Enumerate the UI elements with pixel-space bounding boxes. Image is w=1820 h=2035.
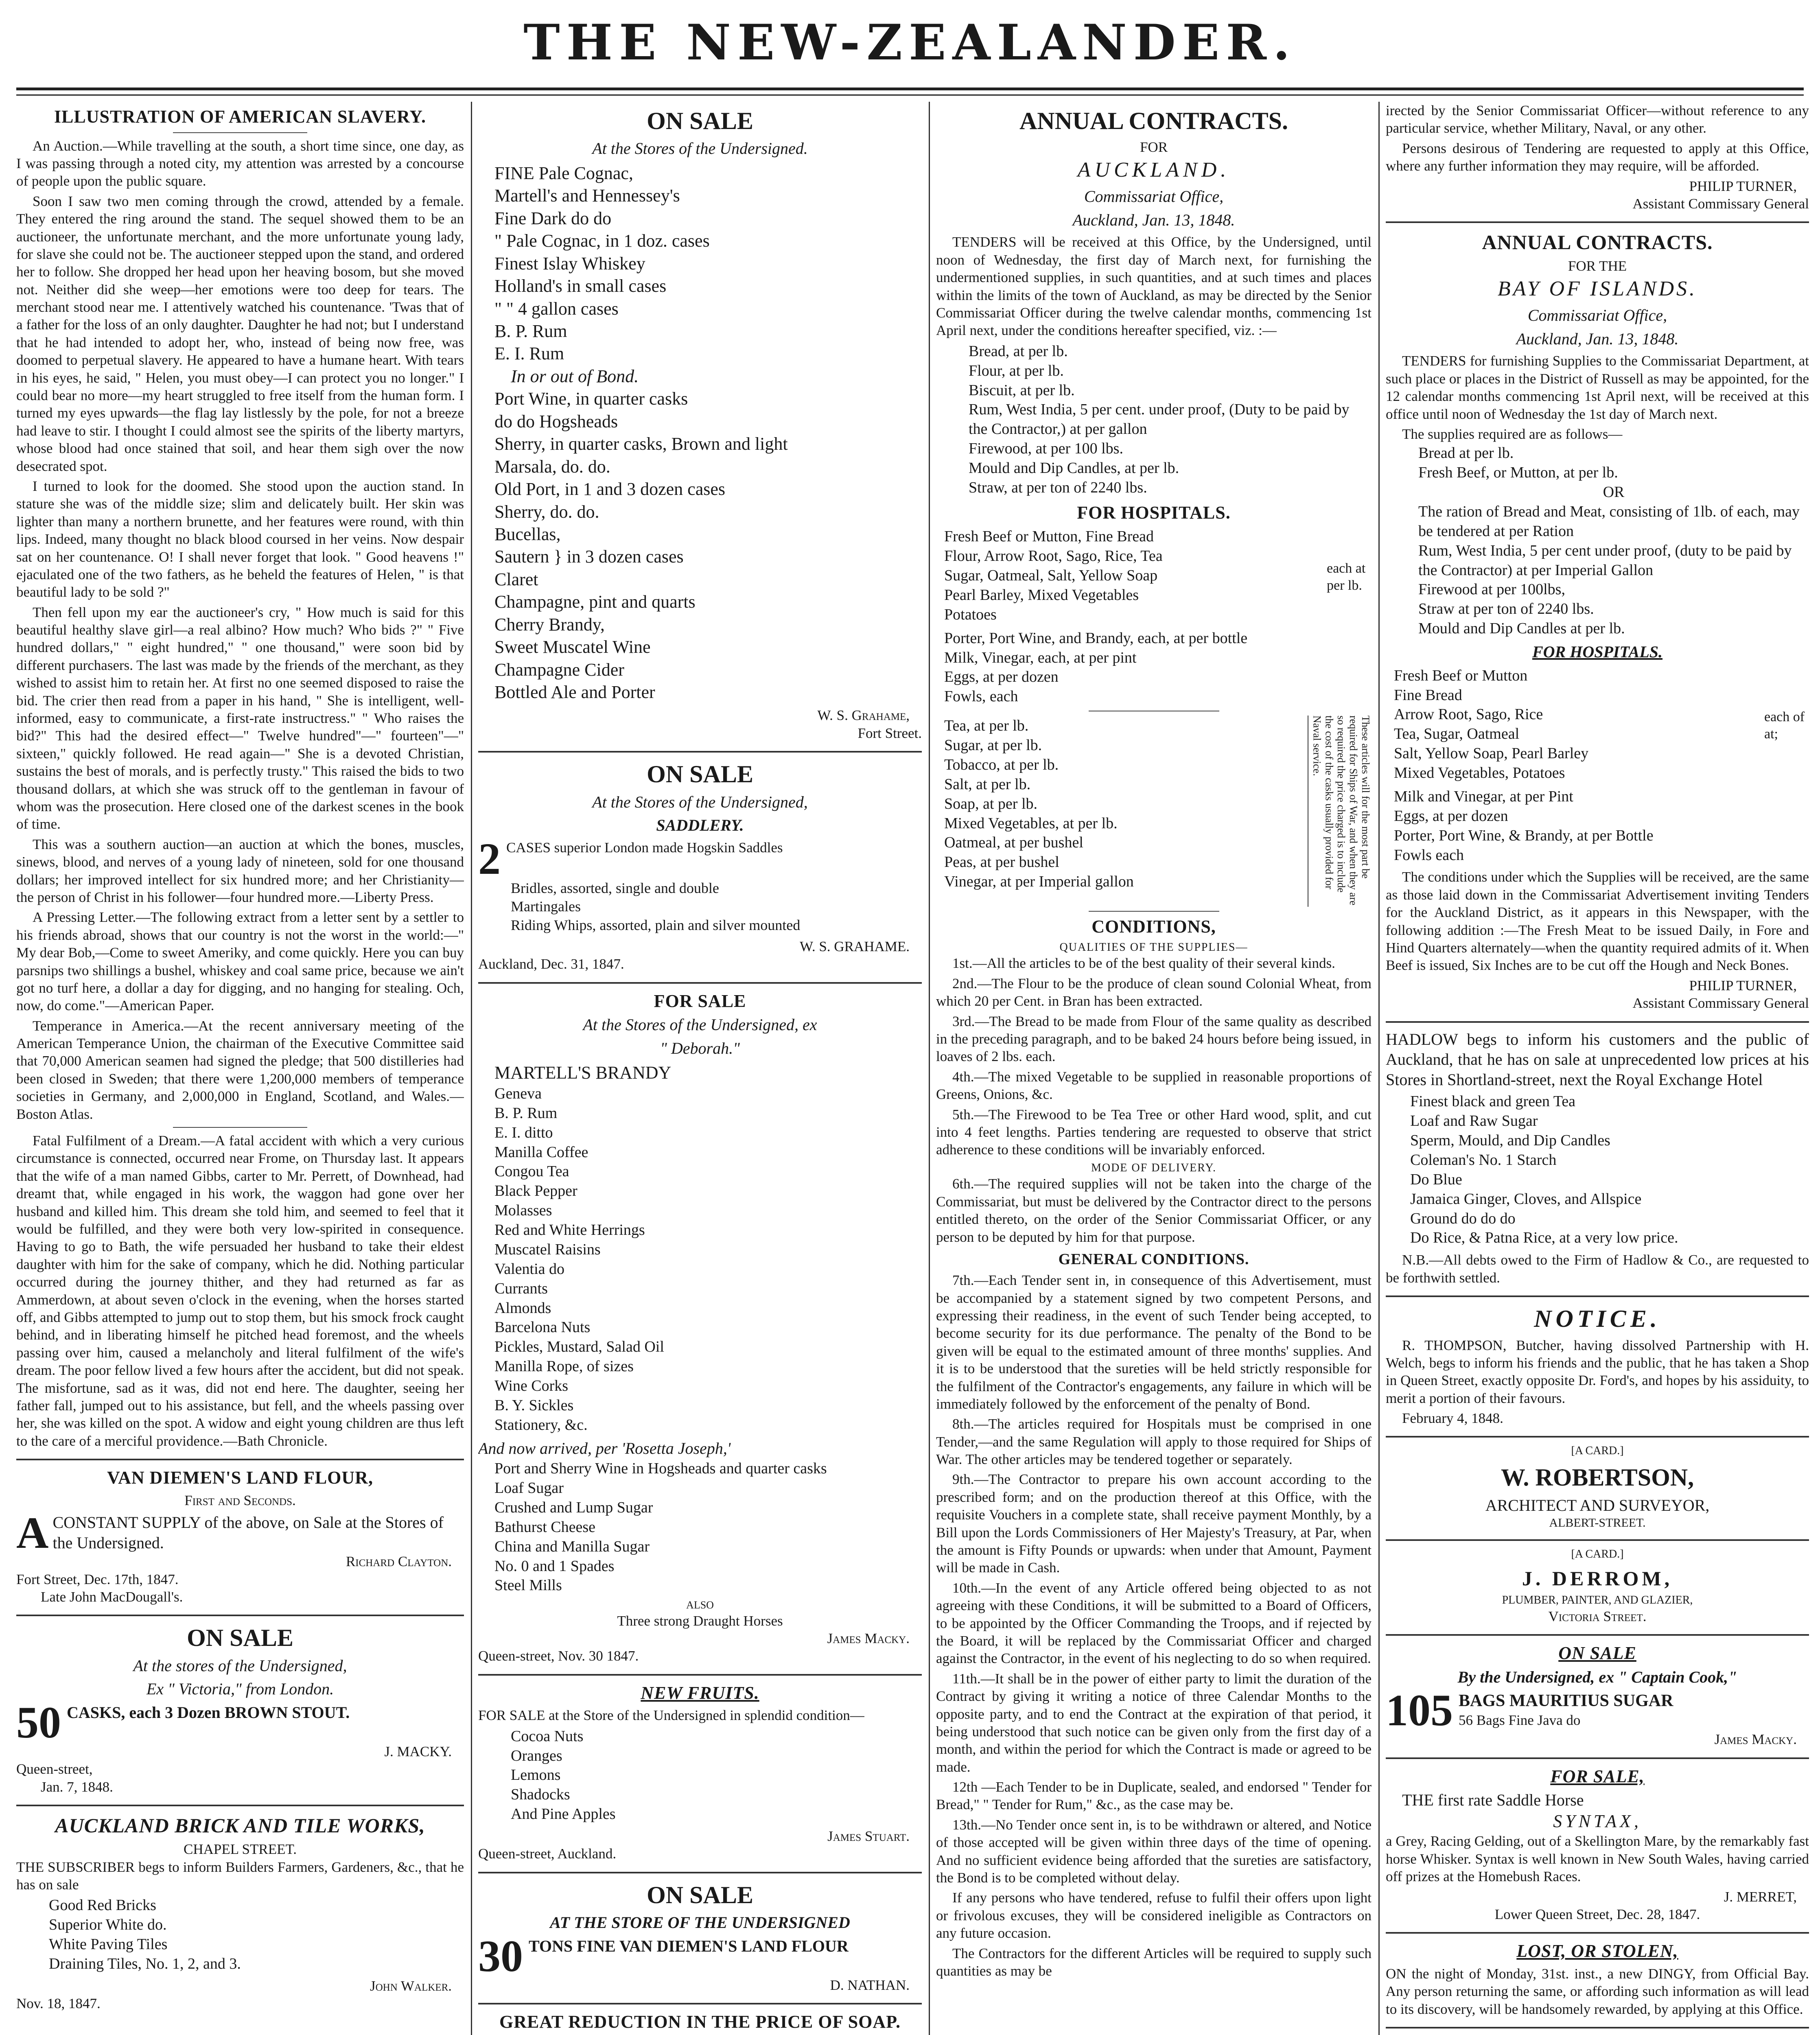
ad-place: Queen-street, Nov. 30 1847. — [478, 1648, 639, 1664]
list-item: Flour, at per lb. — [969, 362, 1064, 379]
ad-place: BAY OF ISLANDS. — [1497, 277, 1698, 300]
deborah-list — [494, 1061, 922, 1435]
paragraph: Soon I saw two men coming through the crowd, attended by a female. They entered the ring around the stand. The sequel showed them to be an auctioneer, the unfortunate merchant, and the more unfortunate young lady, for slave she could not be. The auctioneer stepped upon the stand, and ordered her to follow. She dropped her head upon her heaving bosom, but she moved not. Neither did she weep—her emotions were too deep for tears. The merchant stood near me. I attentively watched his countenance. 'Twas that of a father for the loss of an only daughter. Daughter he had not; but I understand that he had intended to adopt her, who, instead of being now free, was doomed to perpetual slavery. He appeared to have a humane heart. With tears in his eyes, he said, " Helen, you must obey—I can protect you no longer." I could bear no more—my heart struggled to free itself from the human form. I turned my eyes upwards—the flag lay listlessly by the pole, for not a breeze had leave to stir. I thought I could almost see the spirits of the liberty martyrs, whose blood had once stained that soil, and hear them sigh over the now desecrated spot. — [16, 193, 464, 474]
list-item: Coleman's No. 1 Starch — [1410, 1151, 1557, 1168]
ad-subtitle: Ex " Victoria," from London. — [146, 1680, 334, 1698]
brace-note: each of at; — [1764, 709, 1805, 742]
ad-body: 2 CASES superior London made Hogskin Saddles — [478, 834, 783, 884]
masthead-rule-thin — [16, 94, 1804, 96]
list-item: Sperm, Mould, and Dip Candles — [1410, 1132, 1610, 1149]
list-item: Barcelona Nuts — [494, 1319, 591, 1336]
condition: 11th.—It shall be in the power of either party to limit the duration of the Contract by giving it writing a notice of three Calendar Months to the opposite party, and to end the Contract at the expiration of that period, it being understood that such notice can be given only from the first day of a month, and within the period for which the Contract is made or agreed to be made. — [936, 1670, 1372, 1775]
list-item: Almonds — [494, 1299, 551, 1317]
condition: 12th —Each Tender to be in Duplicate, sealed, and endorsed " Tender for Bread," " Tender for Rum," &c., as the case may be. — [936, 1779, 1372, 1813]
card-name: J. DERROM, — [1522, 1567, 1673, 1590]
condition: 6th.—The required supplies will not be taken into the charge of the Commissariat, but must be delivered by the Contractor direct to the persons entitled thereto, on the order of the Senior Commissariat Officer, or any person to be deputed by him for that purpose. — [936, 1176, 1372, 1245]
paragraph: TENDERS for furnishing Supplies to the Commissariat Department, at such place or places in the District of Russell as may be appointed, for the 12 calendar months commencing 1st April next, will be received at this office until noon of Wednesday the 1st day of March next. — [1386, 353, 1809, 422]
ad-signature: D. NATHAN. — [830, 1977, 910, 1993]
list-item: Porter, Port Wine, and Brandy, each, at per bottle — [944, 629, 1248, 647]
divider — [478, 1872, 922, 1873]
ad-title: ON SALE — [187, 1624, 293, 1652]
paragraph: N.B.—All debts owed to the Firm of Hadlow & Co., are requested to be forthwith settled. — [1386, 1252, 1809, 1286]
divider — [1386, 1539, 1809, 1541]
list-item: Straw, at per ton of 2240 lbs. — [969, 479, 1147, 496]
hospital-list — [944, 527, 1323, 624]
list-item: In or out of Bond. — [511, 366, 639, 386]
list-item: " Pale Cognac, in 1 doz. cases — [494, 231, 710, 251]
ad-also: ALSO — [686, 1599, 714, 1611]
paragraph: An Auction.—While travelling at the south, a short time since, one day, as I was passing through a noted city, my attention was arrested by a concourse of people upon the public square. — [16, 138, 464, 189]
column-divider — [471, 102, 472, 2035]
list-item: China and Manilla Sugar — [494, 1538, 650, 1555]
saddlery-list — [511, 879, 922, 934]
list-item: Marsala, do. do. — [494, 456, 610, 477]
list-item: Bread, at per lb. — [969, 342, 1068, 360]
list-item: MARTELL'S BRANDY — [494, 1063, 672, 1083]
list-item: Crushed and Lump Sugar — [494, 1499, 653, 1516]
hospital-block — [936, 526, 1372, 628]
ad-date: Auckland, Jan. 13, 1848. — [1072, 210, 1235, 229]
list-item: Pearl Barley, Mixed Vegetables — [944, 586, 1139, 604]
ad-title: FOR SALE, — [1550, 1766, 1645, 1786]
ad-office: Commissariat Office, — [1084, 187, 1224, 206]
list-item: do do Hogsheads — [494, 411, 618, 431]
divider — [1386, 1295, 1809, 1297]
ad-subtitle: At the Stores of the Undersigned, ex — [583, 1015, 817, 1034]
ad-subtitle: CHAPEL STREET. — [183, 1841, 297, 1858]
paragraph: Temperance in America.—At the recent anniversary meeting of the American Temperance Union, the chairman of the Executive Committee said that 70,000 American seamen had signed the pledge; that 500 distilleries had been closed in Sweden; that there were 1,200,000 members of temperance societies in Germany, and 2,000,000 in England, Scotland, and Wales.—Boston Atlas. — [16, 1017, 464, 1122]
ad-signature: W. S. Grahame, — [817, 707, 910, 724]
ad-title: GREAT REDUCTION IN THE PRICE OF SOAP. — [499, 2012, 901, 2032]
list-item: B. Y. Sickles — [494, 1396, 574, 1414]
ad-office: Commissariat Office, — [1527, 306, 1667, 325]
card-name: W. ROBERTSON, — [1501, 1464, 1694, 1491]
list-item: Tea, Sugar, Oatmeal — [1394, 725, 1520, 743]
bay-hospital-list — [1394, 666, 1760, 783]
paragraph: I turned to look for the doomed. She stood upon the auction stand. In stature she was of the middle size; slim and delicately built. Her skin was lighter than many a northern brunette, and her features were round, with thin lips. Indeed, many thought no black blood coursed in her veins. Now despair sat on her countenance. O! I shall never forget that look. " Good heavens !" ejaculated one of the two fathers, as he beheld the features of Helen, " is that beautiful lady to be sold ?" — [16, 478, 464, 600]
list-item: Bottled Ale and Porter — [494, 682, 655, 702]
list-item: Sweet Muscatel Wine — [494, 637, 651, 657]
ad-signature: PHILIP TURNER, — [1689, 977, 1797, 993]
column-3 — [936, 102, 1372, 2035]
condition: 13th.—No Tender once sent in, is to be withdrawn or altered, and Notice of those accepted will be given within three days of the time of opening. And no sufficient evidence being afforded that the sureties are satisfactory, the Bond is to be completed without delay. — [936, 1816, 1372, 1886]
condition: 8th.—The articles required for Hospitals must be comprised in one Tender,—and the same Regulation will apply to those required for Ships of War. The other articles may be tendered together or separately. — [936, 1416, 1372, 1468]
list-item: Old Port, in 1 and 3 dozen cases — [494, 479, 725, 499]
list-item: Rum, West India, 5 per cent under proof, (duty to be paid by the Contractor) at per Imperial Gallon — [1418, 542, 1792, 579]
list-item: Firewood, at per 100 lbs. — [969, 440, 1123, 457]
brick-list — [49, 1896, 464, 1974]
list-item: B. P. Rum — [494, 321, 567, 341]
list-item: Firewood at per 100lbs, — [1418, 581, 1565, 598]
list-item: Sautern } in 3 dozen cases — [494, 547, 684, 567]
list-item: " " 4 gallon cases — [494, 298, 619, 319]
list-item: Manilla Coffee — [494, 1143, 588, 1161]
list-item: Champagne Cider — [494, 659, 624, 680]
ad-req: The supplies required are as follows— — [1402, 426, 1623, 442]
list-item: Peas, at per bushel — [944, 853, 1059, 871]
list-item: Mixed Vegetables, Potatoes — [1394, 764, 1565, 782]
list-item: Potatoes — [944, 606, 997, 623]
list-item: Riding Whips, assorted, plain and silver mounted — [511, 917, 801, 933]
card-street: ALBERT-STREET. — [1549, 1516, 1646, 1530]
list-item: Molasses — [494, 1202, 552, 1219]
list-item: Bathurst Cheese — [494, 1518, 596, 1536]
list-item: Mixed Vegetables, at per lb. — [944, 814, 1118, 832]
card-street: Victoria Street. — [1548, 1608, 1647, 1624]
condition: 4th.—The mixed Vegetable to be supplied in reasonable proportions of Greens, Onions, &c. — [936, 1068, 1372, 1103]
list-item: E. I. Rum — [494, 344, 564, 364]
ad-place: Lower Queen Street, Dec. 28, 1847. — [1494, 1906, 1700, 1922]
ad-title: ON SALE — [647, 107, 753, 134]
list-item: Tea, at per lb. — [944, 717, 1029, 735]
divider — [1386, 1436, 1809, 1438]
list-item: Black Pepper — [494, 1182, 578, 1200]
list-item: Port and Sherry Wine in Hogsheads and quarter casks — [494, 1460, 827, 1477]
ad-body: 30 TONS FINE VAN DIEMEN'S LAND FLOUR — [478, 1931, 849, 1981]
list-item: Salt, Yellow Soap, Pearl Barley — [1394, 745, 1589, 762]
ad-title: ANNUAL CONTRACTS. — [1019, 107, 1288, 134]
section-title: CONDITIONS, — [1092, 917, 1216, 937]
ad-title: ANNUAL CONTRACTS. — [1482, 231, 1713, 254]
list-item: Fine Bread — [1394, 686, 1462, 704]
list-item: Muscatel Raisins — [494, 1241, 601, 1258]
list-item: Fresh Beef or Mutton — [1394, 667, 1528, 684]
bay-supplies-list — [1418, 444, 1809, 639]
paragraph: Then fell upon my ear the auctioneer's cry, " How much is said for this beautiful healthy slave girl—a real albino? How much? Who bids ?" " Five hundred dollars," " eight hundred," " one thousand," were soon bid by different purchasers. The last was made by the friends of the merchant, as they wished to assist him to retain her. At first no one seemed disposed to raise the bid. The crier then read from a paper in his hand, " She is intelligent, well-informed, easy to communicate, a first-rate instructress." " Who raises the bid?" This had the desired effect—" Twelve hundred"—" fourteen"—" sixteen," quickly followed. He read again—" She is a devoted Christian, sustains the best of morals, and is perfectly trusty." This raised the bids to two thousand dollars, at which she was struck off to the gentleman in favour of whom was the prosecution. Here closed one of the darkest scenes in the book of time. — [16, 604, 464, 832]
list-item: Tobacco, at per lb. — [944, 756, 1059, 773]
ad-signature: John Walker. — [370, 1978, 452, 1994]
divider — [478, 982, 922, 984]
hadlow-list — [1410, 1092, 1809, 1248]
condition: 5th.—The Firewood to be Tea Tree or other Hard wood, split, and cut into 4 feet lengths. Parties tendering are requested to observe that strict adherence to these conditions will be invariably enforced. — [936, 1106, 1372, 1158]
ad-subtitle: First and Seconds. — [184, 1492, 296, 1508]
divider — [1386, 1021, 1809, 1023]
supplies-list — [969, 342, 1372, 498]
list-item: Rum, West India, 5 per cent. under proof, (Duty to be paid by the Contractor,) at per gallon — [969, 401, 1350, 438]
section-title: FOR HOSPITALS. — [1532, 643, 1663, 661]
ad-date: Jan. 7, 1848. — [41, 1779, 113, 1795]
paragraph: This was a southern auction—an auction at which the bones, muscles, sinews, blood, and nerves of a young lady of nineteen, sold for one thousand dollars; her improved intellect for six hundred more; and her Christianity—the person of Christ in his follower—four hundred more.—Liberty Press. — [16, 836, 464, 905]
ad-body: A CONSTANT SUPPLY of the above, on Sale at the Stores of the Undersigned. — [16, 1508, 444, 1558]
list-item: Martell's and Hennessey's — [494, 186, 680, 206]
list-item: Congou Tea — [494, 1163, 569, 1180]
list-item: Bucellas, — [494, 524, 561, 544]
condition: 2nd.—The Flour to be the produce of clean sound Colonial Wheat, from which 20 per Cent. in Bran has been extracted. — [936, 975, 1372, 1009]
ad-body: THE SUBSCRIBER begs to inform Builders Farmers, Gardeners, &c., that he has on sale — [16, 1859, 464, 1893]
brace-note: each at per lb. — [1327, 560, 1366, 593]
ad-place: Fort Street. — [858, 725, 922, 741]
paragraph: ON the night of Monday, 31st. inst., a new DINGY, from Official Bay. Any person returning the same, or affording such information as will lead to its discovery, will be handsomely rewarded, by applying at this Office. — [1386, 1965, 1809, 2017]
ad-place: AUCKLAND. — [1077, 158, 1230, 182]
list-item: Salt, at per lb. — [944, 775, 1031, 793]
naval-block — [936, 716, 1372, 907]
list-item: Flour, Arrow Root, Sago, Rice, Tea — [944, 547, 1163, 565]
list-item: Mould and Dip Candles at per lb. — [1418, 620, 1625, 637]
list-item: Bridles, assorted, single and double — [511, 880, 719, 896]
condition: 1st.—All the articles to be of the best quality of their several kinds. — [952, 955, 1335, 972]
divider — [173, 132, 307, 133]
list-item: B. P. Rum — [494, 1104, 558, 1122]
ad-signature: J. MACKY. — [384, 1743, 452, 1759]
list-item: E. I. ditto — [494, 1124, 553, 1141]
ad-for: FOR THE — [1568, 258, 1627, 274]
ad-subtitle: At the Stores of the Undersigned. — [592, 139, 808, 158]
paragraph: R. THOMPSON, Butcher, having dissolved Partnership with H. Welch, begs to inform his friends and the public, that he has taken a Shop in Queen Street, exactly opposite Dr. Ford's, and hopes by his assiduity, to merit a portion of their favours. — [1386, 1337, 1809, 1406]
list-item: The ration of Bread and Meat, consisting of 1lb. of each, may be tendered at per Ration — [1418, 503, 1800, 540]
rosetta-list — [494, 1459, 922, 1595]
divider — [1386, 1634, 1809, 1636]
ad-date: Auckland, Dec. 31, 1847. — [478, 956, 624, 972]
list-item: Pickles, Mustard, Salad Oil — [494, 1338, 664, 1356]
ad-signature: James Macky. — [827, 1630, 910, 1646]
divider — [478, 751, 922, 753]
list-item: Shadocks — [511, 1786, 570, 1803]
divider — [478, 1674, 922, 1676]
list-item: Oranges — [511, 1747, 562, 1764]
divider — [16, 1459, 464, 1460]
list-item: Draining Tiles, No. 1, 2, and 3. — [49, 1955, 241, 1972]
section-subtitle: QUALITIES OF THE SUPPLIES— — [1059, 941, 1248, 954]
ad-subtitle: By the Undersigned, ex " Captain Cook," — [1457, 1667, 1737, 1686]
list-item: Finest Islay Whiskey — [494, 253, 645, 274]
list-item: Holland's in small cases — [494, 276, 667, 296]
ad-signature: Richard Clayton. — [346, 1554, 452, 1570]
list-item: Oatmeal, at per bushel — [944, 834, 1083, 851]
divider — [1386, 1932, 1809, 1934]
list-item: Cocoa Nuts — [511, 1727, 584, 1745]
card-role: PLUMBER, PAINTER, AND GLAZIER, — [1502, 1594, 1693, 1607]
list-item: Vinegar, at per Imperial gallon — [944, 873, 1134, 891]
list-item: Mould and Dip Candles, at per lb. — [969, 460, 1179, 477]
condition: 9th.—The Contractor to prepare his own account according to the prescribed form; and on the production thereof at this Office, with the requisite Vouchers in a complete state, shall receive payment Monthly, by a Bill upon the Lords Commissioners of Her Majesty's Treasury, at Par, when the amount is Fifty Pounds or upwards: when under that Amount, Payment will be made in Cash. — [936, 1471, 1372, 1576]
ad-role: Assistant Commissary General — [1632, 195, 1809, 212]
list-item: Lemons — [511, 1766, 561, 1784]
spirits-list — [494, 162, 922, 704]
list-item: Fresh Beef, or Mutton, at per lb. — [1418, 464, 1618, 481]
list-item: Valentia do — [494, 1260, 565, 1278]
card-role: ARCHITECT AND SURVEYOR, — [1485, 1496, 1710, 1514]
column-4 — [1386, 102, 1809, 2035]
ad-date: Nov. 18, 1847. — [16, 1996, 101, 2012]
list-item: No. 0 and 1 Spades — [494, 1557, 615, 1575]
ad-arrived: And now arrived, per 'Rosetta Joseph,' — [478, 1439, 731, 1457]
divider — [16, 1615, 464, 1616]
list-item: Red and White Herrings — [494, 1221, 645, 1239]
list-item: Milk and Vinegar, at per Pint — [1394, 788, 1573, 805]
ad-place: Fort Street, Dec. 17th, 1847. — [16, 1571, 179, 1587]
divider — [173, 1127, 307, 1128]
list-item: Good Red Bricks — [49, 1897, 156, 1914]
ad-subtitle: At the stores of the Undersigned, — [133, 1656, 347, 1675]
list-item: Fowls, each — [944, 688, 1018, 705]
list-item: OR — [1603, 484, 1625, 501]
hospital-list-2 — [944, 629, 1372, 707]
ad-subtitle: " Deborah." — [660, 1039, 740, 1057]
list-item: Fresh Beef or Mutton, Fine Bread — [944, 528, 1154, 545]
condition: 10th.—In the event of any Article offered being objected to as not agreeing with these Conditions, it will be submitted to a Board of Officers, to be appointed by the Officer Commanding the Troops, and if rejected by the Board, it will be replaced by the Commissariat Officer and charged against the Contractor, in the event of his neglecting to do so when required. — [936, 1580, 1372, 1667]
list-item: Sugar, at per lb. — [944, 737, 1042, 754]
ad-number: 50 — [16, 1697, 61, 1747]
list-item: Porter, Port Wine, & Brandy, at per Bottle — [1394, 827, 1654, 844]
ad-title: NOTICE. — [1534, 1305, 1661, 1333]
ad-signature: W. S. GRAHAME. — [800, 938, 910, 954]
list-item: Finest black and green Tea — [1410, 1093, 1576, 1110]
section-subtitle: MODE OF DELIVERY. — [1091, 1161, 1217, 1174]
list-item: Cherry Brandy, — [494, 614, 605, 635]
masthead: THE NEW-ZEALANDER. — [523, 14, 1297, 71]
list-item: Fine Dark do do — [494, 208, 612, 228]
list-item: Currants — [494, 1280, 548, 1297]
dropcap: A — [16, 1508, 49, 1558]
masthead-rule — [16, 88, 1804, 90]
list-item: Soap, at per lb. — [944, 795, 1038, 812]
list-item: And Pine Apples — [511, 1805, 616, 1823]
ad-place: Queen-street, — [16, 1761, 93, 1777]
list-item: Jamaica Ginger, Cloves, and Allspice — [1410, 1190, 1642, 1208]
list-item: Stationery, &c. — [494, 1416, 588, 1433]
ad-place: Queen-street, Auckland. — [478, 1846, 617, 1862]
column-divider — [929, 102, 930, 2035]
condition: 3rd.—The Bread to be made from Flour of the same quality as described in the preceding paragraph, and to be baked 24 hours before being issued, in loaves of 2 lbs. each. — [936, 1013, 1372, 1065]
divider — [1089, 911, 1219, 912]
ad-date: February 4, 1848. — [1402, 1410, 1503, 1427]
bay-hospital-block — [1386, 665, 1809, 786]
paragraph: Fatal Fulfilment of a Dream.—A fatal accident with which a very curious circumstance is connected, occurred near Frome, on Thursday last. It appears that the wife of a man named Gibbs, carter to Mr. Perrett, of Downhead, had dreamt that, while engaged in his work, the waggon had gone over her husband and killed him. This dream she told him, and seemed to feel that it would be fulfilled, and they were both very low-spirited in consequence. Having to go to Bath, the wife persuaded her husband to take their eldest daughter with him for the sake of company, which he did. Nothing particular occurred during the journey thither, and they had returned as far as Ammerdown, at about seven o'clock in the evening, when the horses started off, and Gibbs attempted to jump out to stop them, but his smock frock caught behind, and in liberating himself he pitched head foremost, and the wheels passing over him, caused a melancholy and literal fulfilment of the wife's dream. The poor fellow lived a few hours after the accident, but did not speak. The misfortune, sad as it was, did not end here. The daughter, seeing her father fall, jumped out to his assistance, but fell, and the wheels passing over her, she was killed on the spot. A widow and eight young children are thus left to the care of a merciful providence.—Bath Chronicle. — [16, 1133, 464, 1449]
ad-subtitle: AT THE STORE OF THE UNDERSIGNED — [550, 1913, 850, 1932]
ad-signature: James Macky. — [1714, 1731, 1797, 1748]
list-item: Wine Corks — [494, 1377, 569, 1394]
ad-note: Late John MacDougall's. — [41, 1589, 183, 1605]
ad-number: 105 — [1386, 1685, 1453, 1735]
paragraph: TENDERS will be received at this Office, by the Undersigned, until noon of Wednesday, the first day of March next, for furnishing the undermentioned supplies, in such quantities, and at such times and places within the limits of the town of Auckland, as may be directed by the Senior Commissariat Officer during the twelve calendar months, commencing 1st April next, under the conditions hereafter specified, viz. :— — [936, 234, 1372, 339]
fruits-list — [511, 1727, 922, 1824]
ad-title: ON SALE — [647, 1881, 753, 1908]
list-item: Sugar, Oatmeal, Salt, Yellow Soap — [944, 567, 1158, 584]
ad-number: 2 — [478, 834, 501, 884]
ad-heading: SADDLERY. — [656, 816, 744, 835]
list-item: Milk, Vinegar, each, at per pint — [944, 649, 1137, 666]
divider — [1386, 221, 1809, 223]
list-item: Do Rice, & Patna Rice, at a very low price. — [1410, 1229, 1678, 1247]
list-item: Manilla Rope, of sizes — [494, 1358, 634, 1375]
list-item: Loaf Sugar — [494, 1479, 564, 1497]
horse-name: SYNTAX, — [1553, 1811, 1642, 1831]
ad-horses: Three strong Draught Horses — [617, 1613, 783, 1629]
paragraph: a Grey, Racing Gelding, out of a Skellington Mare, by the remarkably fast horse Whisker. Syntax is well known in New South Wales, having carried off prizes at the Homebush Races. — [1386, 1833, 1809, 1885]
list-item: Geneva — [494, 1085, 542, 1102]
ad-title: NEW FRUITS. — [641, 1683, 759, 1703]
ad-title: LOST, OR STOLEN, — [1516, 1941, 1678, 1961]
section-title: GENERAL CONDITIONS. — [1058, 1251, 1249, 1268]
ad-date: Auckland, Jan. 13, 1848. — [1516, 329, 1679, 348]
list-item: Do Blue — [1410, 1171, 1462, 1188]
list-item: Straw at per ton of 2240 lbs. — [1418, 600, 1594, 618]
ad-signature: J. MERRET, — [1724, 1888, 1797, 1905]
ad-title: ON SALE — [647, 761, 753, 788]
list-item: Champagne, pint and quarts — [494, 592, 696, 612]
paragraph: irected by the Senior Commissariat Officer—without reference to any particular service, whether Military, Naval, or any other. — [1386, 103, 1809, 136]
list-item: Ground do do do — [1410, 1210, 1516, 1227]
paragraph: Persons desirous of Tendering are requested to apply at this Office, where any further information they may require, will be afforded. — [1386, 140, 1809, 174]
bay-hospital-list-2 — [1394, 787, 1809, 865]
ad-title: ON SALE — [1558, 1643, 1636, 1663]
ad-title: FOR SALE — [654, 991, 746, 1011]
naval-note: These articles will for the most part be required for Ships of War, and when they are so required the price charged is to include the cost of the casks usually provided for Naval service. — [1308, 716, 1372, 907]
divider — [1386, 1757, 1809, 1759]
list-item: Biscuit, at per lb. — [969, 381, 1075, 399]
list-item: Steel Mills — [494, 1577, 562, 1594]
ad-for: FOR — [1140, 139, 1168, 155]
list-item: Fowls each — [1394, 846, 1464, 864]
card-label: [A CARD.] — [1571, 1444, 1624, 1457]
article-title: ILLUSTRATION OF AMERICAN SLAVERY. — [54, 107, 427, 127]
condition: The Contractors for the different Articles will be required to supply such quantities as may be — [936, 1945, 1372, 1979]
condition: 7th.—Each Tender sent in, in consequence of this Advertisement, must be accompanied by a statement signed by two competent Persons, and expressing their readiness, in the event of such Tender being accepted, to become security for its due performance. The penalty of the Bond to be given will be equal to the estimated amount of three months' supplies. And it is to be understood that the sureties will be held strictly responsible for the fulfilment of the Contractor's engagements, any failure in which will be immediately followed by the enforcement of the penalty of Bond. — [936, 1272, 1372, 1412]
list-item: Eggs, at per dozen — [944, 668, 1059, 686]
column-1 — [16, 102, 464, 2035]
column-2 — [478, 102, 922, 2035]
divider — [1386, 2027, 1809, 2028]
ad-body: 105 BAGS MAURITIUS SUGAR 56 Bags Fine Java do — [1386, 1685, 1673, 1735]
hadlow-body: HADLOW begs to inform his customers and the public of Auckland, that he has on sale at unprecedented low prices at his Stores in Shortland-street, next the Royal Exchange Hotel — [1386, 1030, 1809, 1089]
ad-signature: James Stuart. — [827, 1828, 910, 1845]
naval-list — [944, 716, 1304, 904]
ad-body: 50 CASKS, each 3 Dozen BROWN STOUT. — [16, 1697, 350, 1747]
card-label: [A CARD.] — [1571, 1548, 1624, 1561]
ad-title: AUCKLAND BRICK AND TILE WORKS, — [55, 1814, 425, 1837]
ad-body: FOR SALE at the Store of the Undersigned in splendid condition— — [478, 1707, 864, 1724]
list-item: Loaf and Raw Sugar — [1410, 1112, 1538, 1130]
ad-number: 30 — [478, 1931, 523, 1981]
ad-title: VAN DIEMEN'S LAND FLOUR, — [107, 1468, 373, 1488]
list-item: White Paving Tiles — [49, 1936, 168, 1953]
list-item: Port Wine, in quarter casks — [494, 389, 688, 409]
list-item: FINE Pale Cognac, — [494, 163, 633, 183]
condition: If any persons who have tendered, refuse to fulfil their offers upon light or frivolous excuses, they will be considered ineligible as Contractors on any future occasion. — [936, 1890, 1372, 1941]
list-item: Martingales — [511, 898, 581, 915]
list-item: Claret — [494, 569, 538, 589]
list-item: Arrow Root, Sago, Rice — [1394, 706, 1543, 723]
ad-subtitle: At the Stores of the Undersigned, — [592, 792, 808, 811]
list-item: Sherry, do. do. — [494, 501, 599, 522]
column-divider — [1378, 102, 1380, 2035]
ad-signature: PHILIP TURNER, — [1689, 178, 1797, 194]
paragraph: A Pressing Letter.—The following extract from a letter sent by a settler to his friends abroad, shows that our country is not the worst in the world:—" My dear Bob,—Come to sweet Ameriky, and come quickly. Here you can buy parsnips two shillings a bushel, whiskey and coal same price, because we ain't got no turf here, a dollar a day for digging, and no hanging for stealing. Och, now, do come."—American Paper. — [16, 909, 464, 1014]
section-title: FOR HOSPITALS. — [1077, 502, 1231, 523]
list-item: Superior White do. — [49, 1916, 167, 1934]
ad-role: Assistant Commissary General — [1632, 995, 1809, 1011]
list-item: Eggs, at per dozen — [1394, 807, 1508, 825]
ad-line: THE first rate Saddle Horse — [1402, 1791, 1584, 1810]
paragraph: The conditions under which the Supplies will be received, are the same as those laid down in the Commissariat Advertisement inviting Tenders for the Auckland District, as it appears in this Newspaper, with the following addition :—The Fresh Meat to be issued Daily, in Fore and Hind Quarters alternately—when the quantity required admits of it. When Beef is issued, Six Inches are to be cut off the Hough and Neck Bones. — [1386, 869, 1809, 974]
list-item: Bread at per lb. — [1418, 444, 1514, 462]
list-item: Sherry, in quarter casks, Brown and light — [494, 434, 788, 454]
divider — [16, 1805, 464, 1806]
divider — [478, 2003, 922, 2004]
